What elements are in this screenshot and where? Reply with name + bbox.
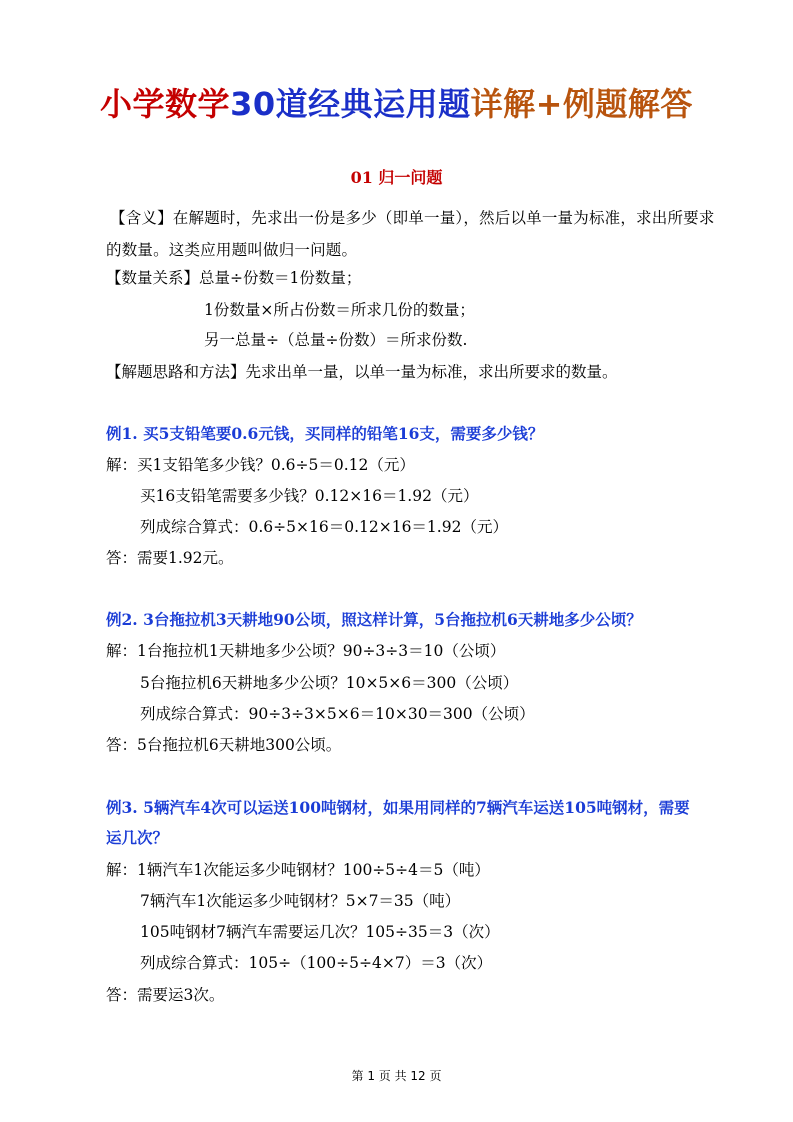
example-2-answer: 答：5台拖拉机6天耕地300公顷。	[106, 736, 342, 754]
relation-line-3: 另一总量÷（总量÷份数）＝所求份数.	[204, 331, 468, 349]
relation-line-1: 【数量关系】总量÷份数＝1份数量；	[106, 269, 362, 287]
title-part-3: 详解+例题解答	[470, 85, 693, 123]
document-title	[0, 82, 793, 126]
example-2-step-1: 解：1台拖拉机1天耕地多少公顷？90÷3÷3＝10（公顷）	[106, 642, 506, 660]
example-3-step-1: 解：1辆汽车1次能运多少吨钢材？100÷5÷4＝5（吨）	[106, 861, 490, 879]
example-1-question: 例1. 买5支铅笔要0.6元钱，买同样的铅笔16支，需要多少钱？	[106, 424, 544, 443]
example-1-step-1: 解：买1支铅笔多少钱？0.6÷5＝0.12（元）	[106, 456, 415, 474]
example-1-answer: 答：需要1.92元。	[106, 549, 234, 567]
method-line: 【解题思路和方法】先求出单一量，以单一量为标准，求出所要求的数量。	[106, 363, 618, 381]
example-3-step-3: 105吨钢材7辆汽车需要运几次？105÷35＝3（次）	[140, 923, 500, 941]
relation-line-2: 1份数量×所占份数＝所求几份的数量；	[204, 301, 475, 319]
example-3-answer: 答：需要运3次。	[106, 986, 225, 1004]
example-2-step-2: 5台拖拉机6天耕地多少公顷？10×5×6＝300（公顷）	[140, 674, 519, 692]
title-part-2: 30道经典运用题	[230, 85, 471, 123]
example-3-step-2: 7辆汽车1次能运多少吨钢材？5×7＝35（吨）	[140, 892, 461, 910]
example-2-question: 例2. 3台拖拉机3天耕地90公顷，照这样计算，5台拖拉机6天耕地多少公顷？	[106, 610, 642, 629]
section-heading: 01 归一问题	[350, 168, 443, 187]
example-3-step-4: 列成综合算式：105÷（100÷5÷4×7）＝3（次）	[140, 954, 493, 972]
example-1-step-2: 买16支铅笔需要多少钱？0.12×16＝1.92（元）	[140, 487, 479, 505]
title-part-1: 小学数学	[100, 85, 231, 123]
example-3-question-line-2: 运几次？	[106, 828, 169, 847]
example-2-step-3: 列成综合算式：90÷3÷3×5×6＝10×30＝300（公顷）	[140, 705, 535, 723]
page-footer: 第 1 页 共 12 页	[351, 1069, 442, 1083]
definition-text: 【含义】在解题时，先求出一份是多少（即单一量），然后以单一量为标准，求出所要求的数量。这类应用题叫做归一问题。	[106, 209, 715, 259]
example-3-question-line-1: 例3. 5辆汽车4次可以运送100吨钢材，如果用同样的7辆汽车运送105吨钢材，需要	[106, 798, 690, 817]
definition-paragraph	[106, 202, 724, 266]
example-1-step-3: 列成综合算式：0.6÷5×16＝0.12×16＝1.92（元）	[140, 518, 508, 536]
